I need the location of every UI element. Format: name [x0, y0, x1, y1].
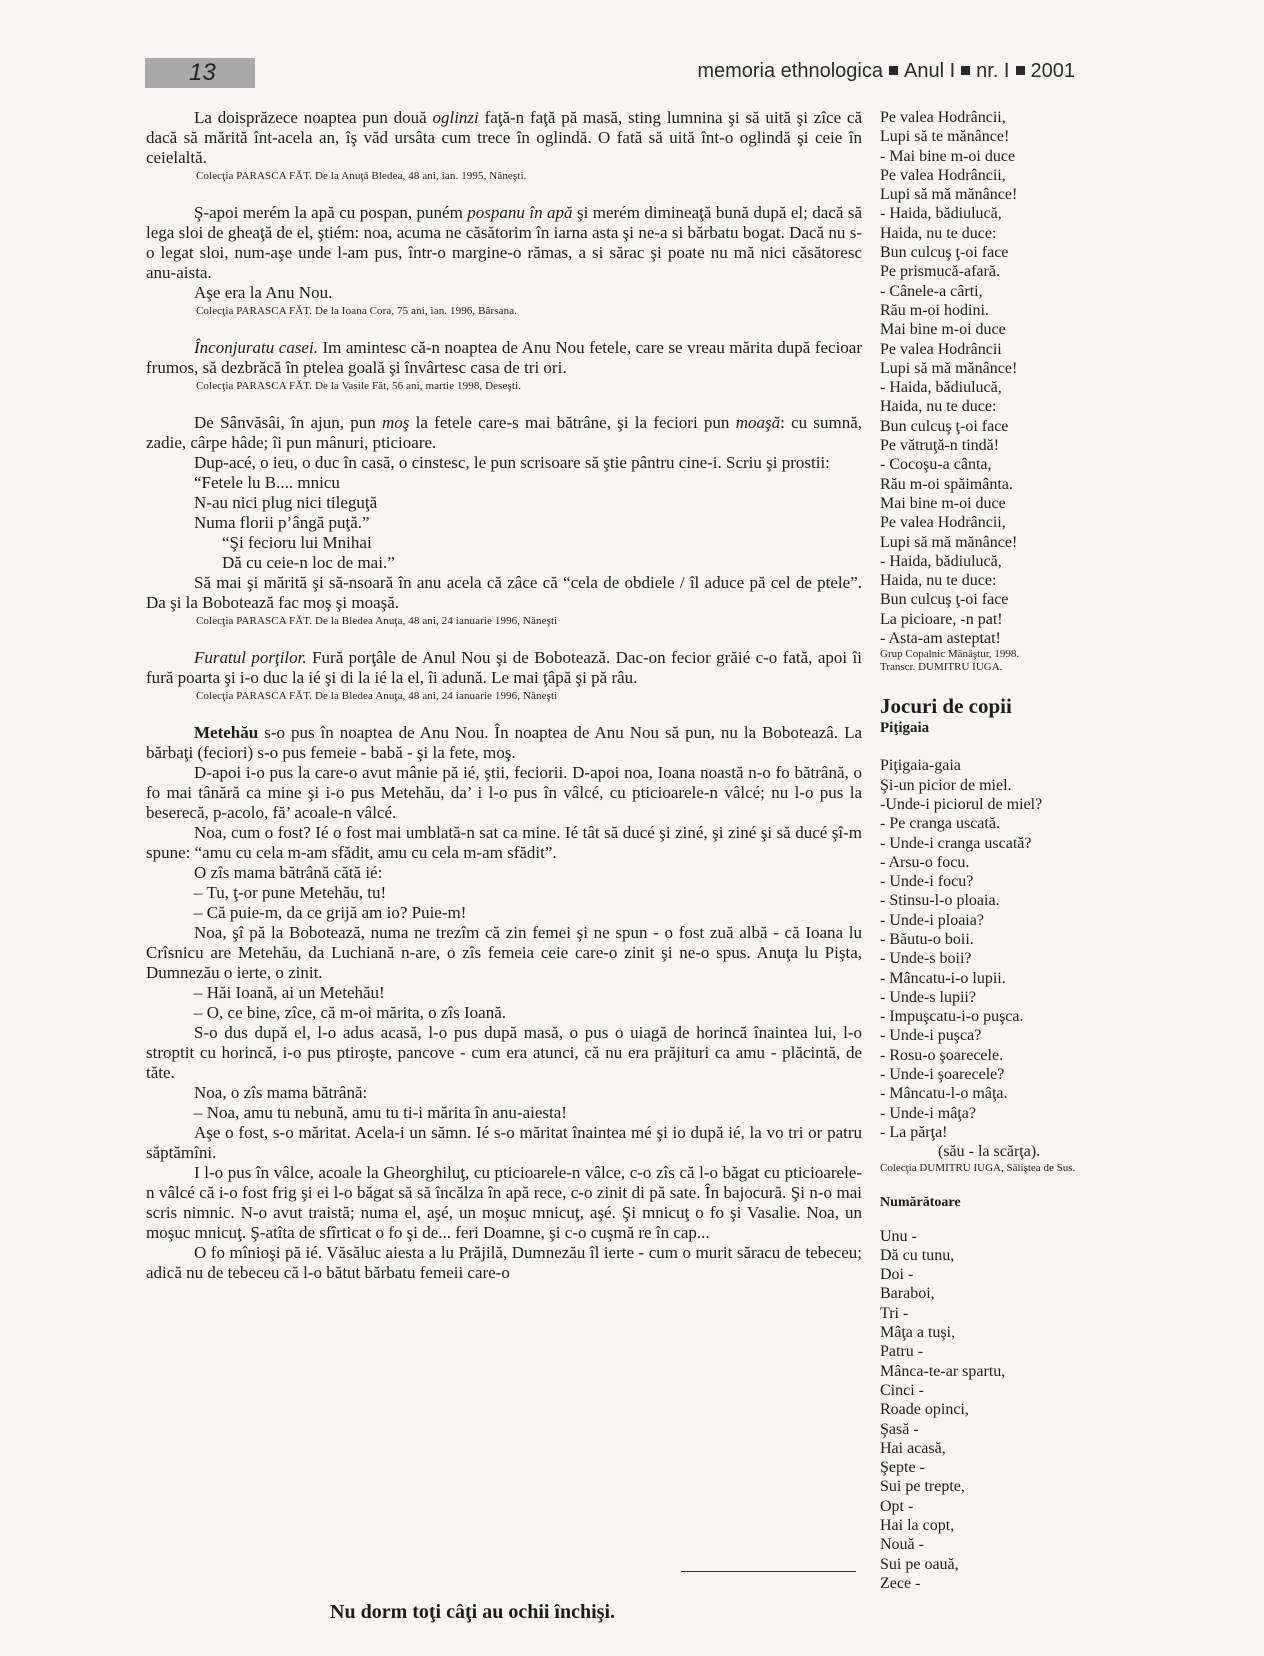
spacer: [146, 628, 862, 648]
verse-line: - Pe cranga uscată.: [880, 815, 1000, 833]
paragraph: Să mai şi mărită şi să-nsoară în anu acela că zâce că “cela de obdiele / îl aduce pă cel de ptele”. Da şi la Bobotează fac moş şi moaşă.: [146, 573, 862, 612]
verse-line: Mâţa a tuşi,: [880, 1324, 956, 1342]
verse-variant: (său - la scărţa).: [938, 1143, 1041, 1161]
verse-line: Rău m-oi hodini.: [880, 301, 989, 319]
verse-line: Tri -: [880, 1304, 909, 1322]
verse-line: Hai la copt,: [880, 1517, 955, 1534]
verse-line: Roade opinci,: [880, 1401, 969, 1419]
paragraph: [146, 338, 862, 378]
subsection-title: Numărătoare: [880, 1194, 961, 1210]
paragraph: Aşe o fost, s-o măritat. Acela-i un sămn. Ié s-o măritat înaintea mé şi io după ié, la vo tri or patru săptămîni.: [146, 1123, 862, 1162]
running-head: [697, 56, 1075, 86]
paragraph: D-apoi i-o pus la care-o avut mânie pă ié, ştii, feciorii. D-apoi noa, Ioana noastă n-o fo bătrână, o fo mai tânără ca mine şi i-o pus Metehău, da’ i l-o pus în vâlcé, cu pticioarele-n vâlcé; nu l-o pus la beserecă, p-acolo, fă’ acoale-n vâlcé.: [146, 763, 862, 822]
text-run: Ş-apoi merém la apă cu pospan, puném: [194, 203, 468, 222]
verse-line: - Unde-i puşca?: [880, 1027, 982, 1045]
spacer: [146, 703, 862, 723]
verse-line: “Şi fecioru lui Mnihai: [222, 533, 372, 552]
song-verses: [880, 108, 1150, 648]
spacer: [880, 1213, 1150, 1227]
pitigaia-verses: [880, 756, 1150, 1142]
verse-line: - Mâncatu-i-o lupii.: [880, 969, 1006, 987]
verse-line: Cinci -: [880, 1381, 924, 1399]
verse-line: - Mai bine m-oi duce: [880, 147, 1016, 165]
verse-line: - Haida, bădiulucă,: [880, 379, 1002, 397]
verse-line: Sui pe trepte,: [880, 1478, 965, 1496]
verse-line: Pe valea Hodrâncii: [880, 340, 1002, 358]
subsection-title: Piţigaia: [880, 720, 930, 737]
year: 2001: [1030, 60, 1075, 82]
verse-line: - Unde-i mâţa?: [880, 1104, 976, 1122]
emphasis: Furatul porţilor.: [194, 648, 307, 667]
source-citation: Colecţia PARASCA FĂT. De la Ioana Cora, 75 ani, ian. 1996, Bârsana.: [196, 305, 518, 317]
verse-line: Opt -: [880, 1497, 914, 1515]
emphasis: moaşă: [735, 413, 781, 432]
verse-line: Hai acasă,: [880, 1439, 946, 1457]
dialogue-line: – Că puie-m, da ce grijă am io? Puie-m!: [194, 903, 467, 922]
dialogue-line: – Tu, ţ-or pune Metehău, tu!: [194, 883, 387, 902]
verse-line: - Haida, bădiulucă,: [880, 205, 1002, 223]
proverb: Nu dorm toţi câţi au ochii închişi.: [330, 1601, 616, 1623]
verse-line: Pe valea Hodrâncii,: [880, 109, 1006, 126]
song-credit: Transcr. DUMITRU IUGA.: [880, 661, 1003, 674]
verse-line: La picioare, -n pat!: [880, 610, 1003, 628]
paragraph: [146, 203, 862, 283]
paragraph: [146, 648, 862, 688]
verse-line: Lupi să te mănânce!: [880, 128, 1010, 146]
text-run: : cu sumnă, zadie, cârpe hâde; îi pun mânuri, pticioare.: [146, 413, 862, 452]
verse-line: Numa florii p’ângă puţă.”: [194, 513, 370, 532]
verse-line: N-au nici plug nici tileguţă: [194, 493, 378, 512]
verse-line: - Unde-i cranga uscată?: [880, 834, 1032, 852]
section-title: Jocuri de copii: [880, 694, 1012, 719]
verse-line: - Mâncatu-l-o mâţa.: [880, 1085, 1008, 1103]
side-column: [880, 108, 1150, 1593]
source-citation: Colecţia PARASCA FĂT. De la Bledea Anuţa, 48 ani, 24 ianuarie 1996, Năneşti: [196, 615, 558, 627]
paragraph: Noa, cum o fost? Ié o fost mai umblată-n sat ca mine. Ié tât să ducé şi ziné, şi ziné şi să ducé şî-m spune: “amu cu cela m-am sfădit, amu cu cela m-am sfădit”.: [146, 823, 862, 862]
verse-line: - Cânele-a cârti,: [880, 282, 983, 300]
verse-line: Dă cu tunu,: [880, 1246, 955, 1264]
square-bullet-icon: [1016, 66, 1025, 75]
verse-line: - Stinsu-l-o ploaia.: [880, 892, 1000, 910]
journal-name: memoria ethnologica: [697, 60, 883, 82]
spacer: [880, 738, 1150, 756]
verse-line: Bun culcuş ţ-oi face: [880, 244, 1009, 262]
verse-line: - Haida, bădiulucă,: [880, 552, 1002, 570]
source-citation: Colecţia PARASCA FĂT. De la Bledea Anuţa, 48 ani, 24 ianuarie 1996, Năneşti: [196, 690, 558, 702]
verse-line: - Rosu-o şoarecele.: [880, 1046, 1004, 1064]
source-citation: Colecţia PARASCA FĂT. De la Anuţă Bledea, 48 ani, ian. 1995, Năneşti.: [196, 170, 527, 182]
verse-line: - Asta-am asteptat!: [880, 630, 1001, 648]
text-run: şi merém dimineaţă bună după el; dacă să lega sloi de gheaţă de el, ştiém: noa, acuma ne căsătorim în iarna asta şi ne-a si bărbatu bogat. Dacă nu s-o legat sloi, num-aşe unde l-am pus, într-o margine-o rămas, a si sărac şi poate nu mă nici căsătoresc anu-aista.: [146, 203, 863, 282]
verse-line: Pe valea Hodrâncii,: [880, 514, 1006, 532]
verse-line: - Unde-i şoarecele?: [880, 1066, 1005, 1084]
square-bullet-icon: [961, 66, 970, 75]
paragraph: Noa, şî pă la Bobotează, numa ne trezîm că zin femei şi ne spun - o fost zuă albă - că Ioana lu Crîsnicu are Metehău, da Luchiană n-are, o zîs femeia ceie care-o zinit şi ne-o spus. Anuţa lu Pişta, Dumnezău o ierte, o zinit.: [146, 923, 862, 982]
footer-rule: [681, 1571, 856, 1572]
spacer: [146, 393, 862, 413]
numaratoare-verses: [880, 1227, 1150, 1594]
emphasis: Înconjuratu casei.: [194, 338, 318, 357]
emphasis: pospanu în apă: [467, 203, 573, 222]
verse-line: - La părţa!: [880, 1123, 948, 1141]
verse-line: Lupi să mă mănânce!: [880, 186, 1018, 204]
verse-line: Nouă -: [880, 1536, 924, 1554]
page-header: [145, 56, 1075, 90]
square-bullet-icon: [889, 66, 898, 75]
text-run: La doisprăzece noaptea pun două: [194, 108, 433, 127]
issue-label: nr. I: [976, 60, 1010, 82]
bold-term: Metehău: [194, 723, 259, 742]
verse-line: - Cocoşu-a cânta,: [880, 456, 992, 474]
verse-line: Şi-un picior de miel.: [880, 776, 1012, 794]
dialogue-line: – Noa, amu tu nebună, amu tu ti-i mărita în anu-aiesta!: [194, 1103, 567, 1122]
paragraph: Aşe era la Anu Nou.: [194, 283, 333, 302]
verse-line: Mai bine m-oi duce: [880, 494, 1006, 512]
paragraph: O zîs mama bătrână cătă ié:: [194, 863, 383, 882]
source-citation: Colecţia PARASCA FĂT. De la Vasile Făt, 56 ani, martie 1998, Deseşti.: [196, 380, 522, 392]
verse-line: Patru -: [880, 1343, 924, 1361]
paragraph: [146, 108, 862, 168]
verse-line: - Unde-i focu?: [880, 873, 974, 891]
text-run: la fetele care-s mai bătrâne, şi la feciori pun: [409, 413, 736, 432]
paragraph: Dup-acé, o ieu, o duc în casă, o cinstesc, le pun scrisoare să ştie pântru cine-i. Scriu şi prostii:: [194, 453, 830, 472]
paragraph: I l-o pus în vâlce, acoale la Gheorghiluţ, cu pticioarele-n vâlce, c-o zîs că l-o băgat cu pticioarele-n vâlcé că i-o fost frig şi ei l-o băgat să să încălza în apă rece, c-o zinit di pă sate. În bajocură. Şi n-o mai scris nimnic. N-o avut traistă; numa el, aşé, un moşuc mnicuţ, aşé. Şi mnicuţ o fo şi Vasalie. Noa, un moşuc mnicuţ. Ş-atîta de sfîrticat o fo şi de... feri Doamne, şi c-o cuşmă re în cap...: [146, 1163, 862, 1242]
text-run: s-o pus în noaptea de Anu Nou. În noaptea de Anu Nou să pun, nu la Boboteazâ. La bărbaţi (feciori) s-o pus femeie - babă - şi la fete, moş.: [146, 723, 862, 762]
verse-line: Şepte -: [880, 1459, 925, 1477]
dialogue-line: – Hăi Ioană, ai un Metehău!: [194, 983, 385, 1002]
verse-line: Bun culcuş ţ-oi face: [880, 417, 1009, 435]
verse-line: Dă cu ceie-n loc de mai.”: [222, 553, 395, 572]
verse-line: - Unde-i ploaia?: [880, 911, 984, 929]
spacer: [146, 318, 862, 338]
verse-line: Baraboi,: [880, 1285, 935, 1303]
verse-line: Pe vătruţă-n tindă!: [880, 437, 1000, 455]
song-credit: Grup Copalnic Mănăştur, 1998.: [880, 648, 1020, 661]
text-run: Fură porţâle de Anul Nou şi de Bobotează. Dac-on fecior grăié c-o fată, apoi îi fură poarta şi i-o duc la ié şi di la ié la el, îi adună. Le mai ţâpă şi pă râu.: [146, 648, 862, 687]
verse-line: Doi -: [880, 1266, 914, 1284]
verse-line: - Unde-s lupii?: [880, 988, 976, 1006]
verse-line: -Unde-i piciorul de miel?: [880, 795, 1043, 813]
verse-line: Unu -: [880, 1227, 917, 1245]
verse-line: Mai bine m-oi duce: [880, 321, 1006, 339]
verse-line: Zece -: [880, 1574, 921, 1592]
text-run: Im amintesc că-n noaptea de Anu Nou fetele, care se vreau mărita după fecioar frumos, să dezbrăcă în ptelea goală şi învârtesc casa de tri ori.: [146, 338, 863, 377]
verse-line: Piţigaia-gaia: [880, 757, 961, 775]
spacer: [880, 1175, 1150, 1193]
verse-line: Bun culcuş ţ-oi face: [880, 591, 1009, 609]
verse-line: Pe prismucă-afară.: [880, 263, 1000, 281]
year-label: Anul I: [903, 60, 956, 82]
verse-line: Haida, nu te duce:: [880, 224, 997, 242]
main-column: [146, 108, 862, 1283]
verse-line: Rău m-oi spăimânta.: [880, 475, 1013, 493]
verse-line: Haida, nu te duce:: [880, 398, 997, 416]
verse-line: - Băutu-o boii.: [880, 930, 974, 948]
verse-line: Mânca-te-ar spartu,: [880, 1362, 1006, 1380]
page-number: 13: [145, 58, 255, 88]
verse-line: - Arsu-o focu.: [880, 853, 970, 871]
dialogue-line: – O, ce bine, zîce, că m-oi mărita, o zîs Ioană.: [194, 1003, 507, 1022]
verse-line: Pe valea Hodrâncii,: [880, 166, 1006, 184]
paragraph: [146, 413, 862, 453]
text-run: faţă-n faţă pă masă, sting lumnina şi să uită şi zîce că dacă să mărită înt-acela an, îş văd ursâta cum trece în oglindă. O fată să uită înt-o oglindă şi ceie în ceielaltă.: [146, 108, 863, 167]
paragraph: Noa, o zîs mama bătrână:: [194, 1083, 368, 1102]
verse-line: Sui pe oauă,: [880, 1555, 959, 1573]
emphasis: oglinzi: [432, 108, 479, 127]
emphasis: moş: [381, 413, 410, 432]
verse-line: Lupi să mă mănânce!: [880, 359, 1018, 377]
paragraph: O fo mînioşi pă ié. Văsăluc aiesta a lu Prăjilă, Dumnezău îl ierte - cum o murit săracu de tebeceu; adică nu de tebeceu că l-o bătut bărbatu femeii care-o: [146, 1243, 862, 1282]
verse-line: Lupi să mă mănânce!: [880, 533, 1018, 551]
spacer: [146, 183, 862, 203]
verse-line: Haida, nu te duce:: [880, 572, 997, 590]
text-run: De Sânvăsâi, în ajun, pun: [194, 413, 382, 432]
paragraph: S-o dus după el, l-o adus acasă, l-o pus după masă, o pus o uiagă de horincă înaintea lui, l-o stroptit cu horincă, i-o pus ptiroşte, pancove - cum era atunci, că nu era prăjituri ca amu - plăcintă, de tăte.: [146, 1023, 862, 1082]
verse-line: “Fetele lu B.... mnicu: [194, 473, 340, 492]
paragraph: [146, 723, 862, 763]
verse-line: - Unde-s boii?: [880, 950, 972, 968]
pitigaia-credit: Colecţia DUMITRU IUGA, Săliştea de Sus.: [880, 1161, 1076, 1174]
verse-line: Şasă -: [880, 1420, 919, 1438]
verse-line: - Impuşcatu-i-o puşca.: [880, 1008, 1024, 1026]
